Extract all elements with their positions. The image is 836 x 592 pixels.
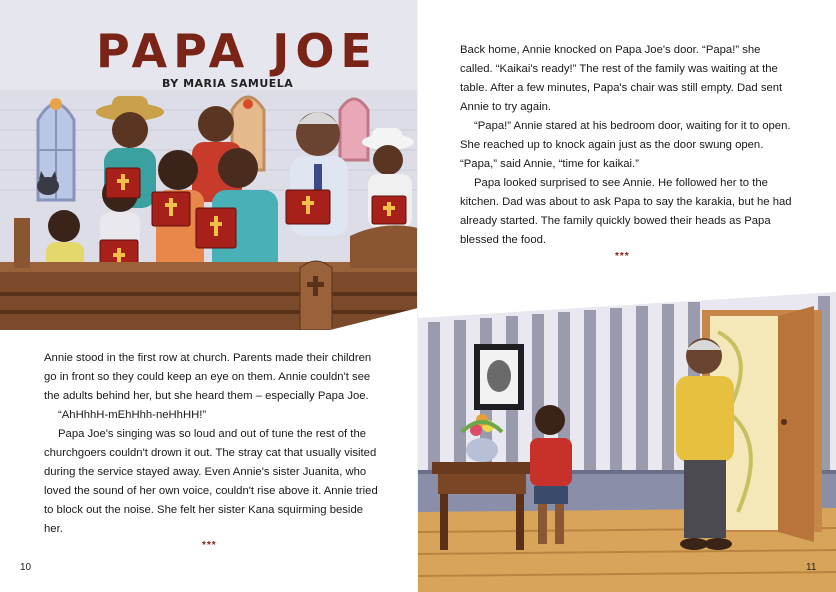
left-body-text [44, 349, 384, 539]
stained-window-right [340, 99, 368, 160]
paragraph: Papa Joe's singing was so loud and out of tune the rest of the churchgoers couldn't drown it out. The stray cat that usually visited during the service stayed away. Even Annie's sister Juanita, who loved the sound of her own voice, couldn't rise above it. Annie tried to block out the noise. She felt her sister Kana squirming beside her. [44, 428, 378, 535]
right-page [418, 0, 836, 592]
church-illustration [0, 0, 418, 330]
story-byline: BY MARIA SAMUELA [162, 77, 294, 90]
hallway-illustration [418, 292, 836, 592]
framed-portrait [474, 344, 524, 410]
hallway-scene-svg [418, 292, 836, 592]
story-title: PAPA JOE [96, 24, 378, 78]
page-number: 11 [806, 562, 817, 573]
paragraph: “AhHhhH-mEhHhh-neHhHH!” [58, 409, 207, 421]
paragraph: Back home, Annie knocked on Papa Joe's door. “Papa!” she called. “Kaikai's ready!” The rest of the family was waiting at the table. After a few minutes, Papa's chair was still empty. Dad sent Annie to try again. [460, 44, 783, 113]
paragraph: “Papa!” Annie stared at his bedroom door, waiting for it to open. She reached up to knock again just as the door swung open. “Papa,” said Annie, “time for kaikai.” [460, 120, 791, 170]
right-body-text [460, 41, 792, 250]
section-break: *** [615, 251, 630, 262]
section-break: *** [202, 540, 217, 551]
page-number: 10 [20, 562, 32, 573]
paragraph: Papa looked surprised to see Annie. He followed her to the kitchen. Dad was about to ask Papa to say the karakia, but he had already started. The family quickly bowed their heads as Papa blessed the food. [460, 177, 792, 246]
paragraph: Annie stood in the first row at church. Parents made their children go in front so they could keep an eye on them. Annie couldn't see the adults behind her, but she heard them – especially Papa Joe. [44, 352, 372, 402]
